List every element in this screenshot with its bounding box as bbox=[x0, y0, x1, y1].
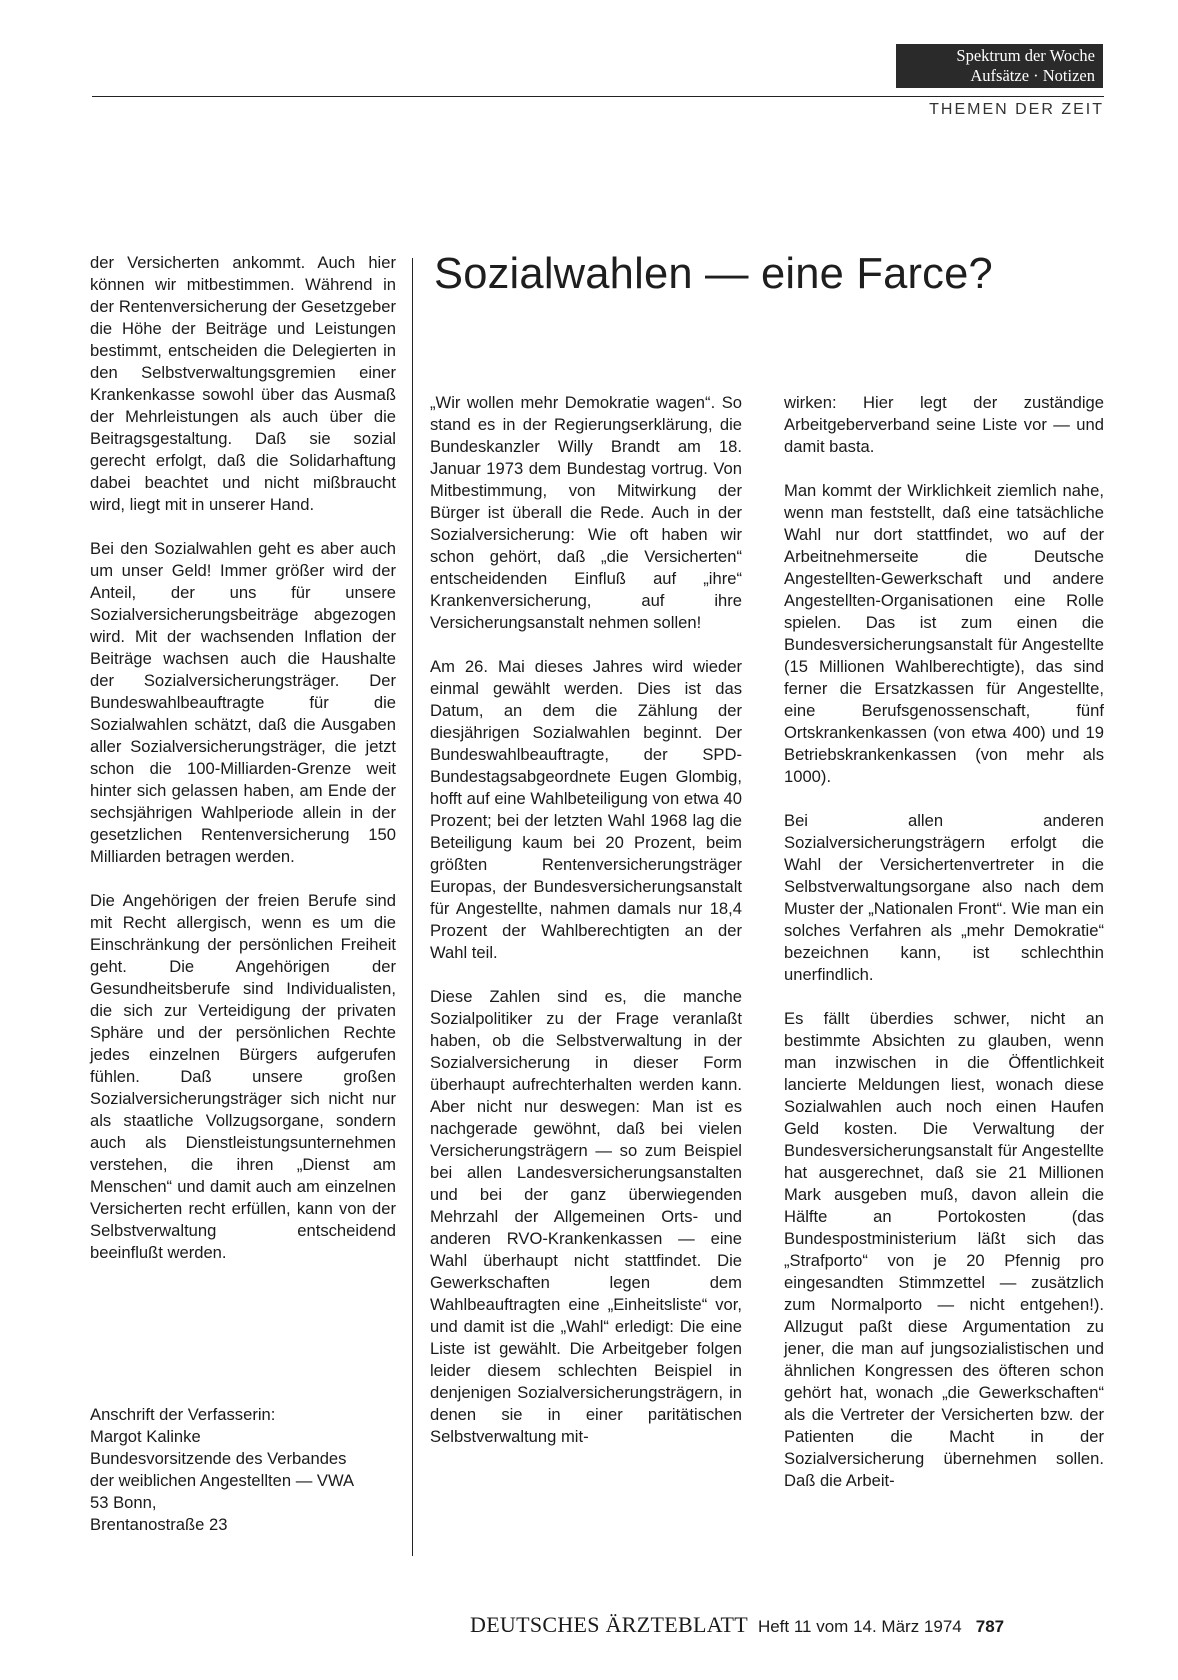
paragraph: Bei allen anderen Sozialversicherungsträgern erfolgt die Wahl der Versichertenvertreter in die Selbstverwaltungsorgane also nach dem Muster der „Nationalen Front“. Wie man ein solches Verfahren als „mehr Demokratie“ bezeichnen kann, ist schlechthin unerfindlich. bbox=[784, 811, 1104, 984]
address-line: Margot Kalinke bbox=[90, 1427, 201, 1446]
author-address bbox=[90, 1404, 396, 1536]
address-line: Bundesvorsitzende des Verbandes bbox=[90, 1449, 347, 1468]
paragraph: „Wir wollen mehr Demokratie wagen“. So stand es in der Regierungserklärung, die Bundeskanzler Willy Brandt am 18. Januar 1973 dem Bundestag vortrug. Von Mitbestimmung, von Mitwirkung der Bürger ist überall die Rede. Auch in der Sozialversicherung: Wie oft haben wir schon gehört, daß „die Versicherten“ entscheidenden Einfluß auf „ihre“ Krankenversicherung, auf ihre Versicherungsanstalt nehmen sollen! bbox=[430, 393, 742, 632]
paragraph: der Versicherten ankommt. Auch hier können wir mitbestimmen. Während in der Rentenversicherung der Gesetzgeber die Höhe der Beiträge und Leistungen bestimmt, entscheiden die Delegierten in den Selbstverwaltungsgremien einer Krankenkasse sowohl über das Ausmaß der Mehrleistungen als auch über die Beitragsgestaltung. Daß sie sozial gerecht erfolgt, daß die Solidarhaftung dabei beachtet und nicht mißbraucht wird, liegt mit in unserer Hand. bbox=[90, 253, 396, 514]
badge-line-2: Aufsätze · Notizen bbox=[970, 66, 1095, 85]
page-footer bbox=[470, 1612, 1004, 1638]
paragraph: Diese Zahlen sind es, die manche Sozialpolitiker zu der Frage veranlaßt haben, ob die Selbstverwaltung in der Sozialversicherung in dieser Form überhaupt aufrechterhalten werden kann. Aber nicht nur deswegen: Man ist es nachgerade gewöhnt, daß bei vielen Versicherungsträgern — so zum Beispiel bei allen Landesversicherungsanstalten und bei der ganz überwiegenden Mehrzahl der Allgemeinen Orts- und anderen RVO-Krankenkassen — eine Wahl überhaupt nicht stattfindet. Die Gewerkschaften legen dem Wahlbeauftragten eine „Einheitsliste“ vor, und damit ist die „Wahl“ erledigt: Die eine Liste ist gewählt. Die Arbeitgeber folgen leider diesem schlechten Beispiel in denjenigen Sozialversicherungsträgern, in denen sie in einer paritätischen Selbstverwaltung mit- bbox=[430, 987, 742, 1446]
paragraph: wirken: Hier legt der zuständige Arbeitgeberverband seine Liste vor — und damit basta. bbox=[784, 393, 1104, 456]
address-line: der weiblichen Angestellten — VWA bbox=[90, 1471, 355, 1490]
page-number: 787 bbox=[975, 1617, 1005, 1636]
address-line: Brentanostraße 23 bbox=[90, 1515, 228, 1534]
paragraph: Man kommt der Wirklichkeit ziemlich nahe, wenn man feststellt, daß eine tatsächliche Wahl nur dort stattfindet, wo auf der Arbeitnehmerseite die Deutsche Angestellten-Gewerkschaft und andere Angestellten-Organisationen eine Rolle spielen. Das ist zum einen die Bundesversicherungsanstalt für Angestellte (15 Millionen Wahlberechtigte), das sind ferner die Ersatzkassen für Angestellte, eine Berufsgenossenschaft, fünf Ortskrankenkassen (von etwa 400) und 19 Betriebskrankenkassen (von mehr als 1000). bbox=[784, 481, 1104, 786]
issue-info: Heft 11 vom 14. März 1974 bbox=[757, 1617, 962, 1636]
section-badge bbox=[896, 44, 1103, 88]
paragraph: Es fällt überdies schwer, nicht an bestimmte Absichten zu glauben, wenn man inzwischen in die Öffentlichkeit lancierte Meldungen liest, wonach diese Sozialwahlen auch noch einen Haufen Geld kosten. Die Verwaltung der Bundesversicherungsanstalt für Angestellte hat ausgerechnet, daß sie 21 Millionen Mark ausgeben muß, davon allein die Hälfte an Portokosten (das Bundespostministerium läßt sich das „Strafporto“ von je 20 Pfennig pro eingesandten Stimmzettel — zusätzlich zum Normalporto — nicht entgehen!). Allzugut paßt diese Argumentation zu jener, die man auf jungsozialistischen und ähnlichen Kongressen des öfteren schon gehört hat, wonach „die Gewerkschaften“ als die Vertreter der Versicherten bzw. der Patienten die Macht in der Sozialversicherung übernehmen sollen. Daß die Arbeit- bbox=[784, 1009, 1104, 1490]
column-3 bbox=[784, 392, 1104, 1492]
paragraph: Die Angehörigen der freien Berufe sind mit Recht allergisch, wenn es um die Einschränkung der persönlichen Freiheit geht. Die Angehörigen der Gesundheitsberufe sind Individualisten, die sich zur Verteidigung der privaten Sphäre und der persönlichen Rechte jedes einzelnen Bürgers aufgerufen fühlen. Daß unsere großen Sozialversicherungsträger sich nicht nur als staatliche Vollzugsorgane, sondern auch als Dienstleistungsunternehmen verstehen, die ihren „Dienst am Menschen“ und damit auch am einzelnen Versicherten recht erfüllen, kann von der Selbstverwaltung entscheidend beeinflußt werden. bbox=[90, 891, 396, 1262]
section-label: THEMEN DER ZEIT bbox=[929, 101, 1104, 118]
column-divider bbox=[412, 258, 413, 1556]
paragraph: Am 26. Mai dieses Jahres wird wieder einmal gewählt werden. Dies ist das Datum, an dem die Zählung der diesjährigen Sozialwahlen beginnt. Der Bundeswahlbeauftragte, der SPD-Bundestagsabgeordnete Eugen Glombig, hofft auf eine Wahlbeteiligung von etwa 40 Prozent; bei der letzten Wahl 1968 lag die Beteiligung kaum bei 20 Prozent, beim größten Rentenversicherungsträger Europas, der Bundesversicherungsanstalt für Angestellte, nahmen damals nur 18,4 Prozent der Wahlberechtigten an der Wahl teil. bbox=[430, 657, 742, 962]
header-rule bbox=[92, 96, 1104, 97]
badge-line-1: Spektrum der Woche bbox=[956, 46, 1095, 65]
address-line: 53 Bonn, bbox=[90, 1493, 157, 1512]
address-line: Anschrift der Verfasserin: bbox=[90, 1405, 276, 1424]
column-2 bbox=[430, 392, 742, 1448]
journal-name: DEUTSCHES ÄRZTEBLATT bbox=[470, 1612, 748, 1637]
paragraph: Bei den Sozialwahlen geht es aber auch um unser Geld! Immer größer wird der Anteil, der uns für unsere Sozialversicherungsbeiträge abgezogen wird. Mit der wachsenden Inflation der Beiträge wachsen auch die Haushalte der Sozialversicherungsträger. Der Bundeswahlbeauftragte für die Sozialwahlen schätzt, daß die Ausgaben aller Sozialversicherungsträger, die jetzt schon die 100-Milliarden-Grenze weit hinter sich gelassen haben, am Ende der sechsjährigen Wahlperiode allein in der gesetzlichen Rentenversicherung 150 Milliarden betragen werden. bbox=[90, 539, 396, 866]
column-1 bbox=[90, 252, 396, 1264]
article-title: Sozialwahlen — eine Farce? bbox=[434, 250, 993, 298]
